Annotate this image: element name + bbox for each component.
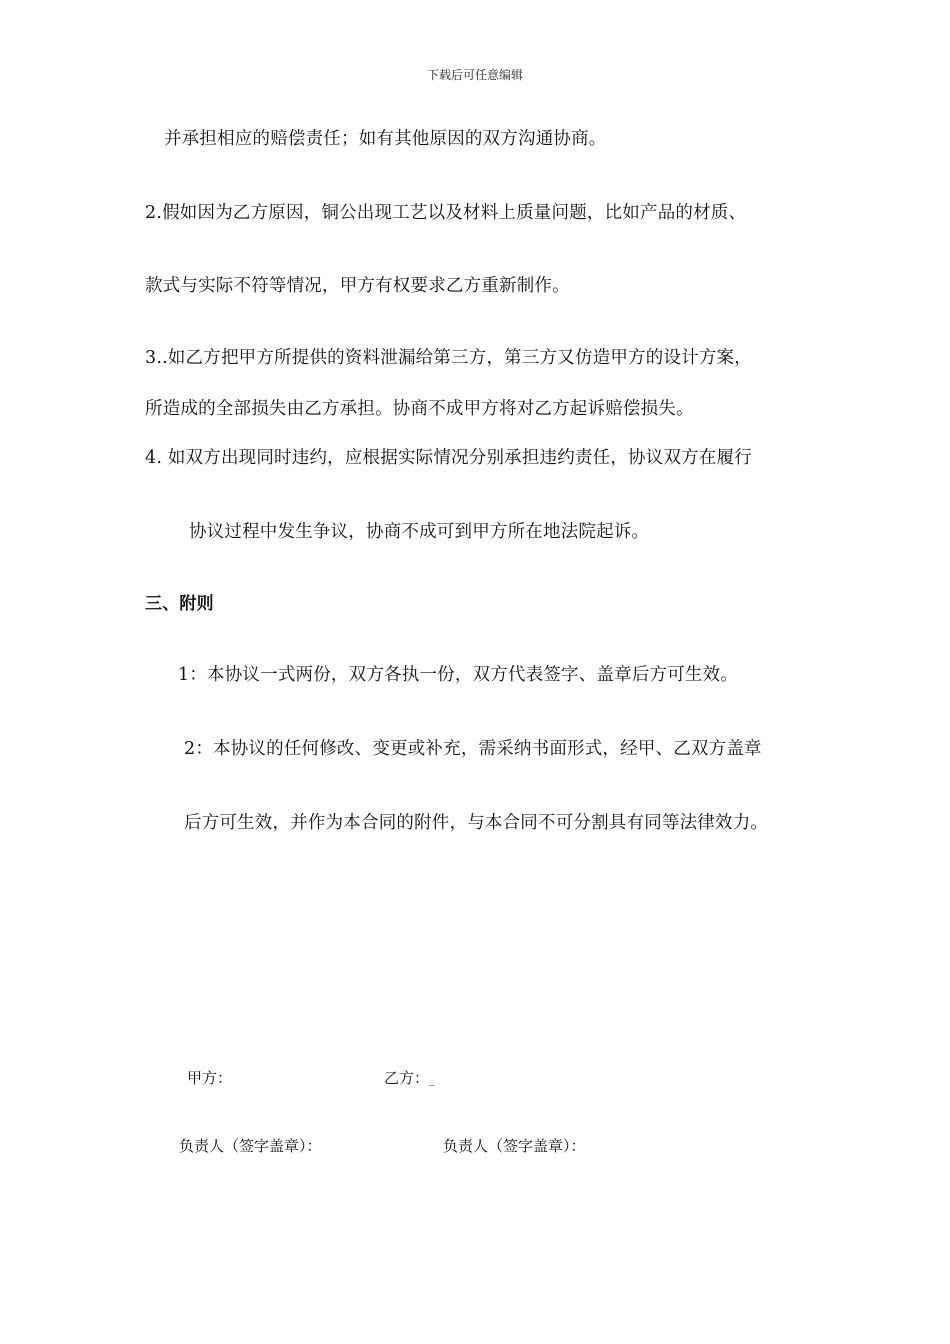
section-title: 三、附则: [145, 594, 214, 614]
clause-2-line-1: 2.假如因为乙方原因，铜公出现工艺以及材料上质量问题，比如产品的材质、: [145, 203, 747, 223]
clause-4-line-1: 4. 如双方出现同时违约，应根据实际情况分别承担违约责任，协议双方在履行: [145, 448, 752, 468]
appendix-clause-1: 1：本协议一式两份，双方各执一份，双方代表签字、盖章后方可生效。: [178, 665, 739, 685]
appendix-clause-2-line-1: 2：本协议的任何修改、变更或补充，需采纳书面形式，经甲、乙双方盖章: [184, 739, 762, 759]
clause-3-line-2: 所造成的全部损失由乙方承担。协商不成甲方将对乙方起诉赔偿损失。: [145, 399, 694, 419]
party-b-underline: _: [429, 1073, 435, 1086]
representative-b-label: 负责人（签字盖章）：: [443, 1137, 586, 1155]
clause-4-line-2: 协议过程中发生争议，协商不成可到甲方所在地法院起诉。: [189, 522, 650, 542]
party-b-label: [384, 1068, 435, 1090]
appendix-clause-2-line-2: 后方可生效，并作为本合同的附件，与本合同不可分割具有同等法律效力。: [184, 813, 769, 833]
party-b-text: 乙方：: [384, 1069, 430, 1087]
clause-2-line-2: 款式与实际不符等情况，甲方有权要求乙方重新制作。: [145, 276, 570, 296]
page-header-note: 下载后可任意编辑: [426, 68, 523, 82]
paragraph-line: 并承担相应的赔偿责任；如有其他原因的双方沟通协商。: [164, 129, 607, 149]
representative-a-label: 负责人（签字盖章）：: [179, 1137, 322, 1155]
clause-3-line-1: 3..如乙方把甲方所提供的资料泄漏给第三方，第三方又仿造甲方的设计方案，: [145, 348, 752, 368]
party-a-label: 甲方：: [187, 1069, 233, 1087]
